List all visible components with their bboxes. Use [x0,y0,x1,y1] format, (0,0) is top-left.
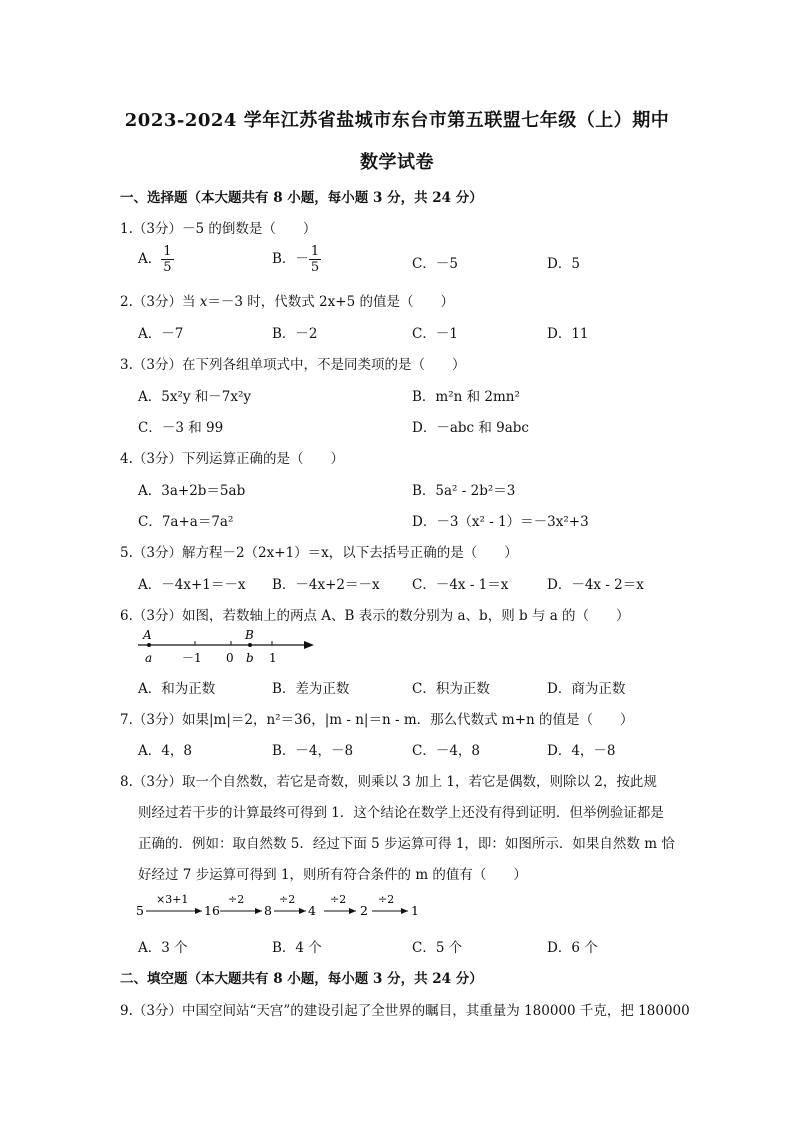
section-heading-fill: 二、填空题（本大题共有 8 小题，每小题 3 分，共 24 分） [120,971,483,987]
question-1-option-a: A． $\frac{1}{5}$ [138,244,172,275]
question-6-option-a: A．和为正数 [138,681,216,697]
question-6-option-c: C．积为正数 [412,681,490,697]
point-b-label: B [245,628,254,642]
question-2-option-b: B．－2 [272,326,318,342]
chain-number: 4 [308,903,316,918]
question-7-option-d: D．4，－8 [547,743,616,759]
chain-number: 8 [264,903,272,918]
question-7-stem: 7.（3分）如果|m|＝2，n²＝36，|m - n|＝n - m．那么代数式 m+n 的值是（ ） [120,712,634,728]
value-a-label: a [145,651,153,665]
question-5-option-d: D．－4x - 2＝x [547,577,644,593]
question-6-stem: 6.（3分）如图，若数轴上的两点 A、B 表示的数分别为 a、b，则 b 与 a 的（ ） [120,608,630,624]
question-7-option-a: A．4，8 [138,743,192,759]
chain-number: 1 [411,903,419,918]
question-4-option-d: D．－3（x² - 1）＝－3x²+3 [412,514,589,530]
exam-title-line1: 2023-2024 学年江苏省盐城市东台市第五联盟七年级（上）期中 [124,110,670,131]
question-5-stem: 5.（3分）解方程－2（2x+1）＝x，以下去括号正确的是（ ） [120,545,518,561]
tick-1-label: 1 [269,651,277,665]
number-line-figure [136,628,322,668]
question-4-option-a: A．3a+2b＝5ab [138,483,246,499]
question-2-stem: 2.（3分）当 x＝－3 时，代数式 2x+5 的值是（ ） [120,294,454,310]
question-2-option-d: D．11 [547,326,589,342]
question-3-option-c: C．－3 和 99 [138,420,224,436]
question-1-stem: 1.（3分）－5 的倒数是（ ） [120,221,317,237]
question-8-line4: 好经过 7 步运算可得到 1，则所有符合条件的 m 的值有（ ） [138,867,527,883]
question-6-option-d: D．商为正数 [547,681,626,697]
chain-operation: ÷2 [279,893,296,906]
question-7-option-c: C．－4，8 [412,743,481,759]
question-8-option-b: B．4 个 [272,940,322,956]
question-8-line2: 则经过若干步的计算最终可得到 1．这个结论在数学上还没有得到证明．但举例验证都是 [138,805,664,821]
question-8-line1: 8.（3分）取一个自然数，若它是奇数，则乘以 3 加上 1，若它是偶数，则除以 2，按此规 [120,774,657,790]
question-3-option-b: B．m²n 和 2mn² [412,389,520,405]
chain-number: 5 [136,903,144,918]
question-7-option-b: B．－4，－8 [272,743,354,759]
question-8-line3: 正确的．例如：取自然数 5．经过下面 5 步运算可得 1，即：如图所示．如果自然数 m 恰 [138,836,675,852]
question-5-option-a: A．－4x+1＝－x [138,577,246,593]
section-heading-choice: 一、选择题（本大题共有 8 小题，每小题 3 分，共 24 分） [120,190,483,206]
tick-neg1-label: －1 [182,651,202,665]
question-5-option-c: C．－4x - 1＝x [412,577,509,593]
question-1-option-c: C．－5 [412,256,458,272]
question-4-stem: 4.（3分）下列运算正确的是（ ） [120,451,344,467]
operation-chain-figure [134,890,424,922]
question-1-option-b: B．－ $\frac{1}{5}$ [272,244,320,275]
question-4-option-b: B．5a² - 2b²＝3 [412,483,516,499]
chain-operation: ×3+1 [156,893,189,906]
question-8-option-d: D．6 个 [547,940,598,956]
point-a-label: A [143,628,152,642]
question-2-option-c: C．－1 [412,326,458,342]
question-3-stem: 3.（3分）在下列各组单项式中，不是同类项的是（ ） [120,357,466,373]
question-9-stem: 9.（3分）中国空间站“天宫”的建设引起了全世界的瞩目，其重量为 180000 千克，把 180000 [120,1003,690,1019]
question-1-option-d: D．5 [547,256,580,272]
question-3-option-a: A．5x²y 和－7x²y [138,389,252,405]
tick-0-label: 0 [226,651,234,665]
question-5-option-b: B．－4x+2＝－x [272,577,380,593]
question-3-option-d: D．－abc 和 9abc [412,420,529,436]
value-b-label: b [246,651,254,665]
chain-operation: ÷2 [228,893,245,906]
point-a-marker [147,643,151,647]
chain-operation: ÷2 [378,893,395,906]
question-2-option-a: A．－7 [138,326,184,342]
question-8-option-a: A．3 个 [138,940,188,956]
chain-number: 16 [204,903,220,918]
number-line-arrow-icon [304,641,314,649]
chain-number: 2 [360,903,368,918]
question-8-option-c: C．5 个 [412,940,463,956]
point-b-marker [248,643,252,647]
question-4-option-c: C．7a+a＝7a² [138,514,234,530]
question-6-option-b: B．差为正数 [272,681,350,697]
chain-operation: ÷2 [330,893,347,906]
exam-title-line2: 数学试卷 [360,152,434,173]
